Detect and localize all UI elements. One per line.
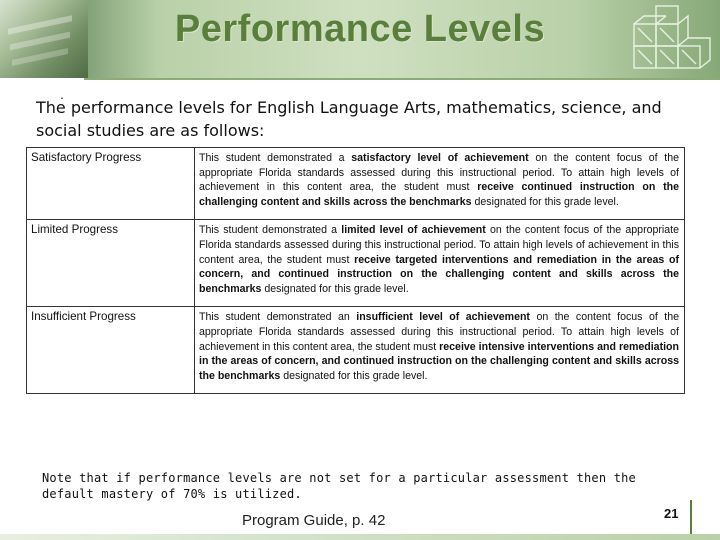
performance-levels-table [26,147,685,394]
table-row [27,148,685,220]
header-banner [0,0,720,78]
table-row [27,307,685,394]
level-name: Limited Progress [27,220,195,307]
table-row [27,220,685,307]
footer-band [0,534,720,540]
page-title: Performance Levels [174,8,546,50]
bullet-icon: . [60,86,64,102]
level-description: This student demonstrated a satisfactory level of achievement on the content focus of the appropriate Florida standards assessed during this instructional period. To attain high levels of achievement in this content area, the student must receive continued instruction on the challenging content and skills across the benchmarks designated for this grade level. [195,148,685,220]
level-name: Satisfactory Progress [27,148,195,220]
level-description: This student demonstrated a limited level of achievement on the content focus of the appropriate Florida standards assessed during this instructional period. To attain high levels of achievement in this content area, the student must receive targeted interventions and remediation in the areas of concern, and continued instruction on the challenging content and skills across the benchmarks designated for this grade level. [195,220,685,307]
mastery-note: Note that if performance levels are not set for a particular assessment then the default mastery of 70% is utilized. [42,471,636,501]
page-number: 21 [664,506,679,521]
level-description: This student demonstrated an insufficient level of achievement on the content focus of the appropriate Florida standards assessed during this instructional period. To attain high levels of achievement in this content area, the student must receive intensive interventions and remediation in the areas of concern, and continued instruction on the challenging content and skills across the benchmarks designated for this grade level. [195,307,685,394]
intro-text: The performance levels for English Language Arts, mathematics, science, and social studies are as follows: [36,98,662,140]
level-name: Insufficient Progress [27,307,195,394]
header-divider [84,78,720,80]
source-citation: Program Guide, p. 42 [242,512,386,529]
